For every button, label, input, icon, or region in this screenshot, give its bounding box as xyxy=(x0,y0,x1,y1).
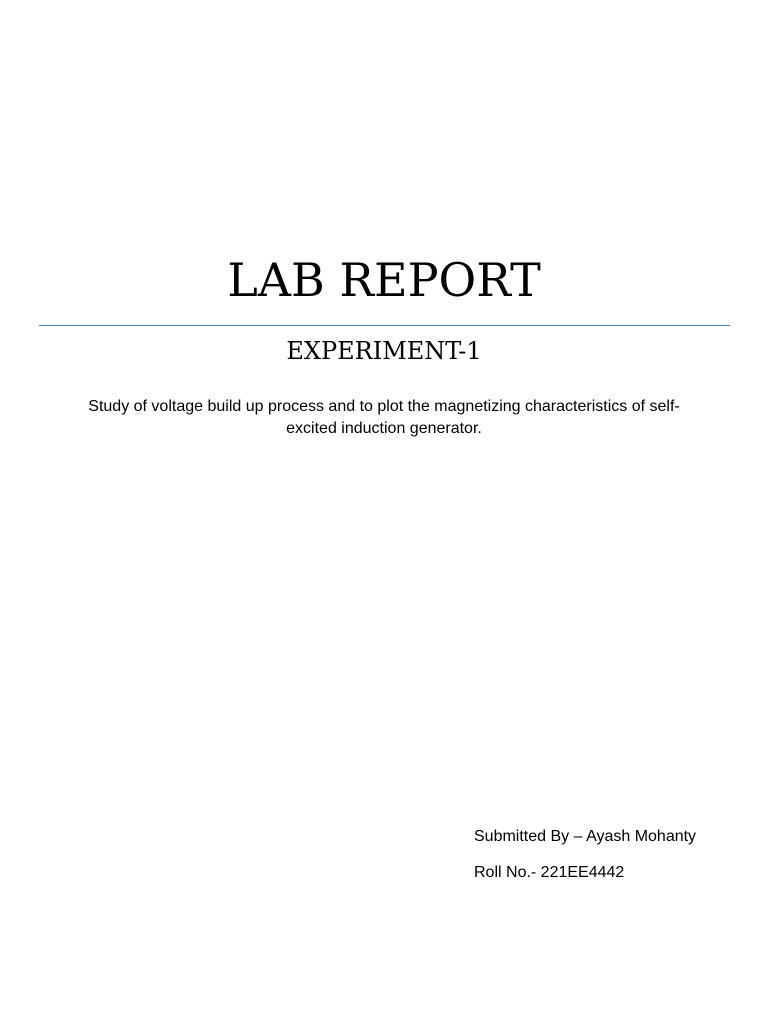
experiment-heading: EXPERIMENT-1 xyxy=(286,337,482,365)
description-line-2: excited induction generator. xyxy=(286,420,482,437)
roll-number: Roll No.- 221EE4442 xyxy=(474,864,625,881)
description-line-1: Study of voltage build up process and to plot the magnetizing characteristics of self- xyxy=(88,398,680,415)
submitted-by: Submitted By – Ayash Mohanty xyxy=(474,828,697,845)
experiment-description xyxy=(50,396,718,440)
title-divider xyxy=(39,325,730,326)
report-title: LAB REPORT xyxy=(227,253,541,307)
